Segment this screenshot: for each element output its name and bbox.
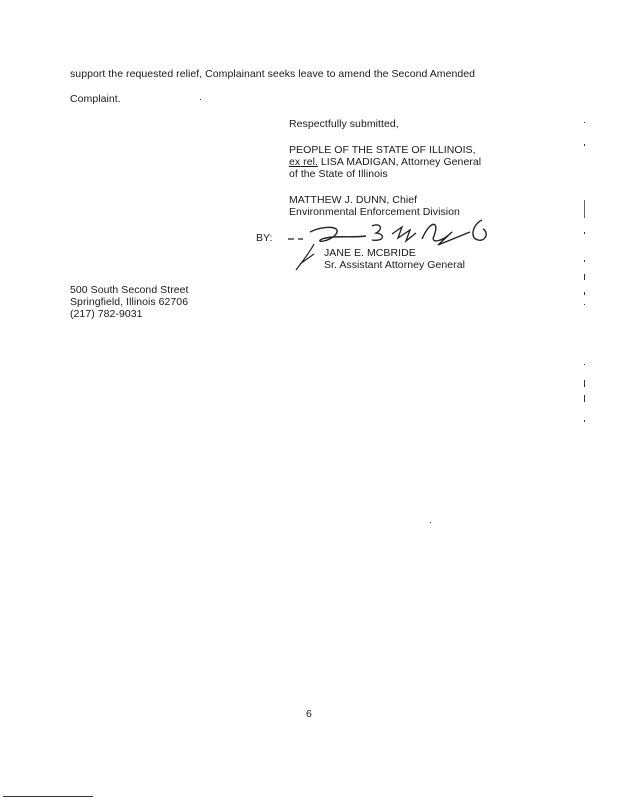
attorney-general-line — [289, 156, 481, 168]
scan-speck — [584, 395, 585, 402]
people-line: PEOPLE OF THE STATE OF ILLINOIS, — [289, 144, 476, 156]
closing-line: Respectfully submitted, — [289, 118, 399, 130]
scan-speck — [584, 274, 585, 280]
by-label: BY: — [256, 232, 273, 244]
page-number: 6 — [306, 708, 312, 720]
state-line: of the State of Illinois — [289, 168, 388, 180]
division-line: Environmental Enforcement Division — [289, 206, 460, 218]
scan-speck — [584, 260, 585, 262]
address-street: 500 South Second Street — [70, 284, 189, 296]
scan-speck — [584, 122, 585, 123]
scan-mark — [584, 200, 585, 218]
chief-line: MATTHEW J. DUNN, Chief — [289, 194, 418, 206]
attorney-general-name: LISA MADIGAN, Attorney General — [320, 156, 482, 168]
ex-rel-label: ex rel. — [289, 156, 318, 168]
scan-speck — [584, 420, 585, 422]
address-phone: (217) 782-9031 — [70, 308, 143, 320]
scan-speck — [200, 99, 201, 100]
scan-speck — [584, 380, 585, 387]
signer-name: JANE E. MCBRIDE — [324, 247, 416, 259]
scan-speck — [430, 522, 431, 523]
scan-speck — [584, 232, 585, 234]
body-text-line-2: Complaint. — [70, 93, 121, 105]
scan-speck — [584, 364, 585, 365]
scan-speck — [584, 304, 585, 305]
body-text-line-1: support the requested relief, Complainant seeks leave to amend the Second Amended — [70, 68, 476, 80]
footnote-separator — [3, 796, 93, 797]
signer-title: Sr. Assistant Attorney General — [324, 259, 465, 271]
scan-speck — [584, 144, 585, 146]
address-city: Springfield, Illinois 62706 — [70, 296, 189, 308]
scan-speck — [584, 292, 585, 295]
